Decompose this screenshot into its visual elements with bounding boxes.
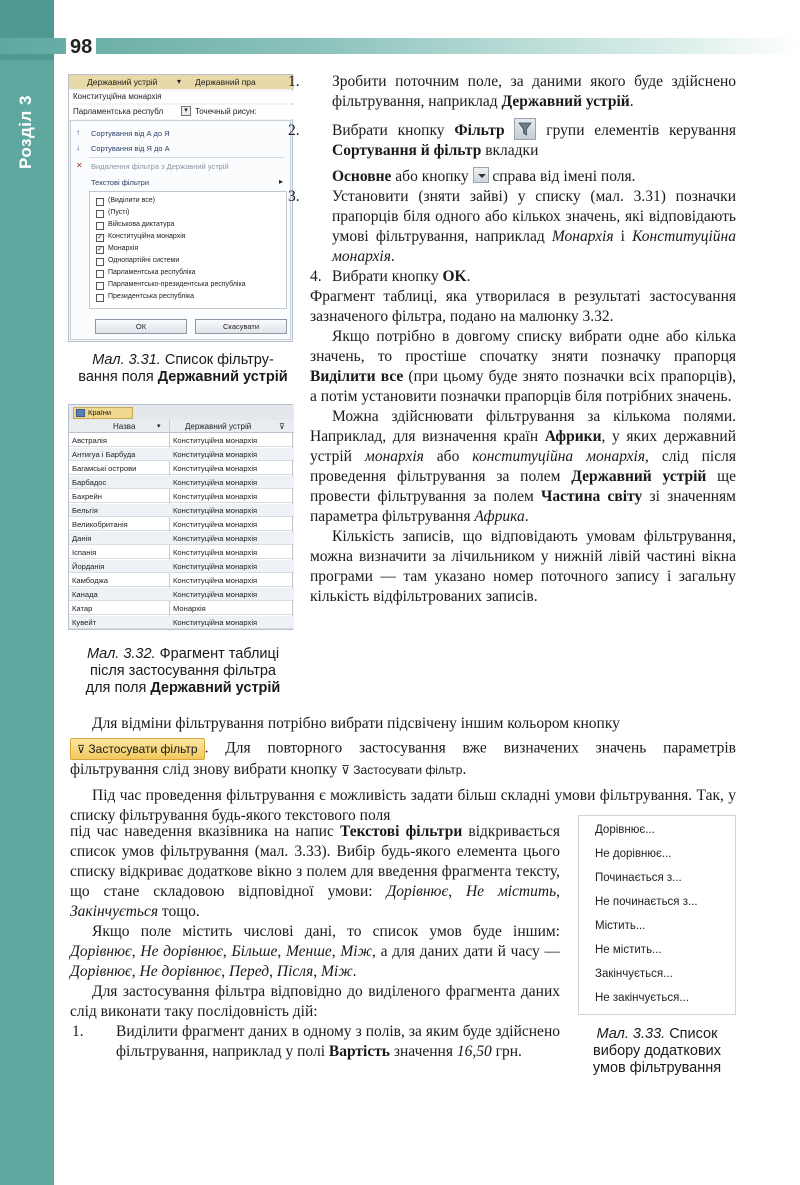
checkbox[interactable] xyxy=(96,258,104,266)
table-row[interactable] xyxy=(69,518,294,531)
fig31-row2-col2: Точечный рисун: xyxy=(195,107,257,116)
cell-government: Конституційна монархія xyxy=(173,576,258,585)
cancel-button[interactable]: Скасувати xyxy=(195,319,287,334)
fig31-header-col2: Державний пра xyxy=(195,77,256,87)
step-2-cont: Основне або кнопку справа від імені поля. xyxy=(332,168,636,185)
fig32-tab-label: Країни xyxy=(88,408,112,417)
fig32-col1: Назва xyxy=(113,422,136,431)
cell-name: Кувейт xyxy=(72,618,97,627)
step-3: 3. Установити (зняти зайві) у списку (мал. 3.31) позначки прапорців біля одного або кількох значень, які відповідають умові фільтрування, наприклад Монархія і Конституційна монархія. xyxy=(288,188,736,265)
filter-applied-icon: ⊽ xyxy=(279,422,285,431)
step-2: 2. Вибрати кнопку Фільтр групи елементів керування Сортування й фільтр вкладки xyxy=(310,118,736,161)
para-multi-field: Можна здійснювати фільтрування за кількома полями. Наприклад, для визначення країн Африки, у яких державний устрій монархія або конституційна монархія, слід після проведення фільтрування за полем Державний устрій ще провести фільтрування за полем Частина світу зі значенням параметра фільтрування Африка. xyxy=(310,408,737,525)
apply-filter-inline-label: Застосувати фільтр xyxy=(353,763,463,778)
cell-government: Конституційна монархія xyxy=(173,548,258,557)
step-4: 4. Вибрати кнопку OK. xyxy=(310,268,471,285)
checkbox-label: Монархія xyxy=(108,245,139,252)
option-not-ends-with[interactable]: Не закінчується... xyxy=(595,992,689,1004)
clear-filter-icon: ✕ xyxy=(76,161,83,170)
checkbox[interactable] xyxy=(96,294,104,302)
fig31-row1 xyxy=(69,91,294,103)
option-ends-with[interactable]: Закінчується... xyxy=(595,968,673,980)
caption-3-31-num: Мал. 3.31. xyxy=(92,352,161,368)
option-not-begins-with[interactable]: Не починається з... xyxy=(595,896,698,908)
cell-name: Канада xyxy=(72,590,98,599)
cell-name: Бельгія xyxy=(72,506,98,515)
checkbox[interactable] xyxy=(96,270,104,278)
top-bar xyxy=(0,38,800,54)
cell-name: Камбоджа xyxy=(72,576,108,585)
table-row[interactable] xyxy=(69,602,294,615)
figure-3-31 xyxy=(68,74,293,342)
filter-icon: ⊽ xyxy=(77,744,86,756)
table-row[interactable] xyxy=(69,574,294,587)
caption-3-31 xyxy=(70,352,296,386)
table-icon xyxy=(76,409,85,417)
menu-clear-filter[interactable]: Видалення фільтра з Державний устрій xyxy=(91,162,229,171)
checkbox-label: (Пусті) xyxy=(108,209,130,216)
section-label xyxy=(11,72,41,192)
apply-filter-label: Застосувати фільтр xyxy=(88,742,198,756)
table-row[interactable] xyxy=(69,546,294,559)
fig31-row2-text: Парламентська республ xyxy=(73,107,164,116)
figure-3-32 xyxy=(68,404,293,630)
section-label-text: Розділ 3 xyxy=(16,94,35,170)
cell-name: Австралія xyxy=(72,436,107,445)
cell-government: Конституційна монархія xyxy=(173,590,258,599)
checkbox-label: Військова диктатура xyxy=(108,221,175,228)
cell-government: Монархія xyxy=(173,604,206,613)
caption-3-32-text1: Фрагмент таблиці xyxy=(155,646,280,662)
filter-icon: ⊽ xyxy=(341,763,350,778)
table-row[interactable] xyxy=(69,476,294,489)
caption-3-31-text2: вання поля xyxy=(78,369,158,385)
menu-sort-desc[interactable]: Сортування від Я до А xyxy=(91,144,170,153)
cell-government: Конституційна монархія xyxy=(173,562,258,571)
fig31-header-col1: Державний устрій xyxy=(87,77,158,87)
table-row[interactable] xyxy=(69,448,294,461)
table-row[interactable] xyxy=(69,490,294,503)
fig32-tab[interactable] xyxy=(73,407,133,419)
cell-government: Конституційна монархія xyxy=(173,520,258,529)
caption-3-33-text2: вибору додаткових xyxy=(592,1043,722,1059)
cell-name: Великобританія xyxy=(72,520,128,529)
sort-asc-icon: ↑ xyxy=(76,128,80,137)
ok-button[interactable]: ОК xyxy=(95,319,187,334)
apply-filter-button[interactable] xyxy=(70,738,205,760)
cell-name: Катар xyxy=(72,604,93,613)
figure-3-33 xyxy=(578,815,736,1015)
cell-name: Йорданія xyxy=(72,562,105,571)
filter-icon xyxy=(514,118,536,140)
cell-government: Конституційна монархія xyxy=(173,534,258,543)
caption-3-32 xyxy=(70,646,296,697)
table-row[interactable] xyxy=(69,462,294,475)
cell-name: Бахрейн xyxy=(72,492,102,501)
option-equals[interactable]: Дорівнює... xyxy=(595,824,655,836)
menu-sort-asc[interactable]: Сортування від А до Я xyxy=(91,129,170,138)
dropdown-button-icon xyxy=(473,167,489,183)
caption-3-32-num: Мал. 3.32. xyxy=(86,646,156,662)
table-row[interactable] xyxy=(69,616,294,629)
caption-3-32-bold: Державний устрій xyxy=(150,680,281,696)
table-row[interactable] xyxy=(69,560,294,573)
caption-3-31-text1: Список фільтру- xyxy=(160,352,274,368)
para-long-list: Якщо потрібно в довгому списку вибрати одне або кілька значень, то простіше спочатку зняти позначку прапорця Виділити все (при цьому буде знято позначки всіх прапорців), а потім установити позначки прапорців біля потрібних значень. xyxy=(310,328,736,405)
fig31-row1-text: Конституційна монархія xyxy=(73,92,162,101)
fig31-dropdown-icon: ▾ xyxy=(177,77,182,86)
fig31-dropdown-button[interactable]: ▾ xyxy=(181,106,191,116)
option-not-equals[interactable]: Не дорівнює... xyxy=(595,848,672,860)
caption-3-32-text3: для поля xyxy=(85,680,151,696)
fig32-header xyxy=(69,420,294,433)
submenu-arrow-icon: ▸ xyxy=(279,177,284,186)
caption-3-32-text2: після застосування фільтра xyxy=(90,663,276,679)
col-dropdown-icon: ▾ xyxy=(157,423,161,430)
caption-3-31-bold: Державний устрій xyxy=(157,369,288,385)
cell-name: Антигуа і Барбуда xyxy=(72,450,136,459)
checkbox-checked[interactable]: ✓ xyxy=(97,246,103,253)
sort-desc-icon: ↓ xyxy=(76,143,80,152)
fig32-col2: Державний устрій xyxy=(185,422,252,431)
fig31-values-list xyxy=(89,191,287,309)
menu-text-filters[interactable]: Текстові фільтри xyxy=(91,178,150,187)
cell-name: Багамські острови xyxy=(72,464,137,473)
table-row[interactable] xyxy=(69,588,294,601)
checkbox-label: Парламентська республіка xyxy=(108,269,196,276)
caption-3-33 xyxy=(572,1026,742,1077)
option-not-contains[interactable]: Не містить... xyxy=(595,944,662,956)
cell-government: Конституційна монархія xyxy=(173,506,258,515)
page-number: 98 xyxy=(66,36,96,59)
cell-name: Данія xyxy=(72,534,92,543)
checkbox[interactable] xyxy=(96,222,104,230)
table-row[interactable] xyxy=(69,532,294,545)
fig31-header-row xyxy=(69,75,294,89)
para-fragment: Фрагмент таблиці, яка утворилася в результаті застосування зазначеного фільтра, подано на малюнку 3.32. xyxy=(310,288,736,325)
checkbox[interactable] xyxy=(96,210,104,218)
para-count: Кількість записів, що відповідають умовам фільтрування, можна визначити за лічильником у нижній лівій частині вікна програми — там указано номер поточного запису і загальну кількість відфільтрованих записів. xyxy=(310,528,736,605)
checkbox-label: Однопартійні системи xyxy=(108,257,180,264)
checkbox-label: Президентська республіка xyxy=(108,293,195,300)
checkbox-checked[interactable]: ✓ xyxy=(97,234,103,241)
caption-3-33-num: Мал. 3.33. xyxy=(596,1026,666,1042)
cell-government: Конституційна монархія xyxy=(173,464,258,473)
menu-divider xyxy=(89,157,284,158)
checkbox-label: Парламентсько-президентська республіка xyxy=(108,281,246,288)
fig31-row2 xyxy=(69,105,294,119)
table-row[interactable] xyxy=(69,504,294,517)
cell-government: Конституційна монархія xyxy=(173,618,258,627)
cell-government: Конституційна монархія xyxy=(173,492,258,501)
cell-name: Барбадос xyxy=(72,478,107,487)
checkbox-label: Конституційна монархія xyxy=(108,233,186,240)
cell-government: Конституційна монархія xyxy=(173,436,258,445)
cell-government: Конституційна монархія xyxy=(173,450,258,459)
para-cancel-filter: Для відміни фільтрування потрібно вибрати підсвічену іншим кольором кнопку ⊽ Застосувати фільтр . Для повторного застосування вже визначених значень параметрів фільтрування слід знову вибрати кнопку ⊽ Застосувати фільтр. Під час проведення фільтрування є можливість задати більш складні умови фільтрування. Так, у списку фільтрування будь-якого текстового поля xyxy=(70,715,736,825)
option-begins-with[interactable]: Починається з... xyxy=(595,872,682,884)
para-text-filters: під час наведення вказівника на напис Текстові фільтри відкривається список умов фільтрування (мал. 3.33). Вибір будь-якого елемента цього списку відкриває додаткове вікно з полем для введення фрагмента тексту, що стане складовою відповідної умови: Дорівнює, Не містить, Закінчується тощо. Якщо поле містить числові дані, то список умов буде іншим: Дорівнює, Не дорівнює, Більше, Менше, Між, а для даних дати й часу — Дорівнює, Не дорівнює, Перед, Після, Між. Для застосування фільтра відповідно до виділеного фрагмента даних слід виконати таку послідовність дій: 1. Виділити фрагмент даних в одному з полів, за яким буде здійснено фільтрування, наприклад у полі Вартість значення 16,50 грн. xyxy=(70,823,560,1060)
step-1: 1. Зробити поточним поле, за даними якого буде здійснено фільтрування, наприклад Державний устрій. xyxy=(288,73,736,110)
cell-name: Іспанія xyxy=(72,548,97,557)
fig31-filter-menu xyxy=(70,120,291,340)
table-row[interactable] xyxy=(69,434,294,447)
checkbox[interactable] xyxy=(96,198,104,206)
option-contains[interactable]: Містить... xyxy=(595,920,646,932)
apply-filter-inline[interactable] xyxy=(341,760,462,780)
cell-government: Конституційна монархія xyxy=(173,478,258,487)
caption-3-33-text1: Список xyxy=(665,1026,718,1042)
checkbox[interactable] xyxy=(96,282,104,290)
caption-3-33-text3: умов фільтрування xyxy=(592,1060,722,1076)
checkbox-label: (Виділити все) xyxy=(108,197,155,204)
step-list-right xyxy=(288,72,737,607)
